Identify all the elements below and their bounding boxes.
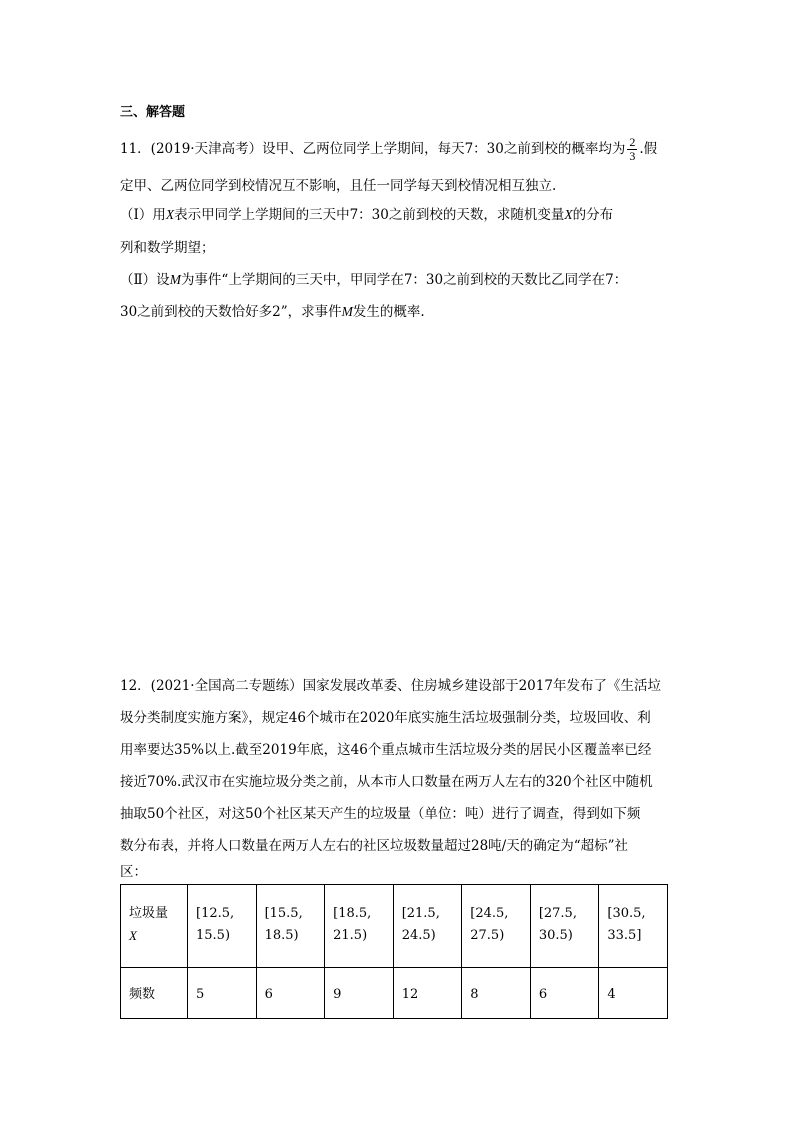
frequency-table bbox=[120, 884, 668, 1019]
probability-fraction bbox=[627, 136, 637, 163]
q11-text: （Ⅱ）设 bbox=[120, 272, 170, 288]
interval-end: 21.5) bbox=[333, 928, 368, 943]
q11-line-1 bbox=[120, 136, 657, 163]
q11-line-5 bbox=[120, 270, 627, 290]
variable-m: M bbox=[341, 304, 353, 319]
interval-end: 27.5) bbox=[470, 928, 505, 943]
q11-text: 发生的概率. bbox=[352, 304, 425, 320]
interval-start: [18.5, bbox=[333, 906, 372, 921]
interval-end: 24.5) bbox=[401, 928, 436, 943]
interval-cell bbox=[188, 885, 257, 968]
interval-cell bbox=[530, 885, 599, 968]
q12-line: 抽取50个社区，对这50个社区某天产生的垃圾量（单位：吨）进行了调查，得到如下频 bbox=[120, 806, 641, 822]
interval-start: [30.5, bbox=[607, 906, 646, 921]
interval-start: [12.5, bbox=[196, 906, 235, 921]
q11-text: （Ⅰ）用 bbox=[120, 207, 166, 223]
frequency-label-cell: 频数 bbox=[121, 968, 188, 1019]
q12-line: 数分布表，并将人口数量在两万人左右的社区垃圾数量超过28吨/天的确定为“超标”社 bbox=[120, 838, 629, 854]
variable-x: X bbox=[165, 207, 175, 222]
interval-cell bbox=[393, 885, 462, 968]
interval-start: [21.5, bbox=[401, 906, 440, 921]
interval-cell bbox=[599, 885, 668, 968]
table-header-cell bbox=[121, 885, 188, 968]
q11-text: 表示甲同学上学期间的三天中7：30之前到校的天数，求随机变量 bbox=[174, 207, 565, 223]
q12-line: 用率要达35%以上.截至2019年底，这46个重点城市生活垃圾分类的居民小区覆盖率已经 bbox=[120, 742, 652, 758]
variable-m: M bbox=[169, 272, 181, 287]
interval-end: 18.5) bbox=[264, 928, 299, 943]
interval-cell bbox=[325, 885, 394, 968]
q11-line-6 bbox=[120, 302, 425, 322]
interval-end: 15.5) bbox=[196, 928, 231, 943]
interval-start: [24.5, bbox=[470, 906, 509, 921]
q11-text: 的分布 bbox=[572, 207, 614, 223]
garbage-amount-label: 垃圾量 bbox=[129, 906, 169, 921]
fraction-numerator: 2 bbox=[629, 135, 636, 149]
q12-line: 圾分类制度实施方案》，规定46个城市在2020年底实施生活垃圾强制分类，垃圾回收、利 bbox=[120, 710, 651, 726]
count-cell: 9 bbox=[325, 968, 394, 1019]
q11-text: 为事件“上学期间的三天中，甲同学在7：30之前到校的天数比乙同学在7： bbox=[180, 272, 628, 288]
count-cell: 12 bbox=[393, 968, 462, 1019]
variable-x: X bbox=[564, 207, 573, 222]
interval-cell bbox=[462, 885, 531, 968]
fraction-denominator: 3 bbox=[629, 149, 636, 163]
q11-line-3 bbox=[120, 205, 613, 225]
count-cell: 8 bbox=[462, 968, 531, 1019]
count-cell: 6 bbox=[256, 968, 325, 1019]
q11-text: 11．(2019·天津高考）设甲、乙两位同学上学期间，每天7：30之前到校的概率均为 bbox=[120, 141, 626, 157]
count-cell: 5 bbox=[188, 968, 257, 1019]
interval-end: 30.5) bbox=[538, 928, 573, 943]
variable-x: X bbox=[129, 928, 137, 943]
q11-text: 30之前到校的天数恰好多2”，求事件 bbox=[120, 304, 342, 320]
interval-start: [15.5, bbox=[264, 906, 303, 921]
table-row bbox=[121, 968, 668, 1019]
q12-line: 接近70%.武汉市在实施垃圾分类之前，从本市人口数量在两万人左右的320个社区中随机 bbox=[120, 774, 653, 790]
q11-text: .假 bbox=[639, 141, 658, 157]
q12-line: 12．(2021·全国高二专题练）国家发展改革委、住房城乡建设部于2017年发布了《生活垃 bbox=[120, 678, 661, 694]
count-cell: 4 bbox=[599, 968, 668, 1019]
interval-end: 33.5] bbox=[607, 928, 642, 943]
section-heading: 三、解答题 bbox=[120, 105, 186, 120]
q11-line-2: 定甲、乙两位同学到校情况互不影响，且任一同学每天到校情况相互独立. bbox=[120, 178, 557, 194]
count-cell: 6 bbox=[530, 968, 599, 1019]
q11-line-4: 列和数学期望； bbox=[120, 240, 215, 256]
interval-start: [27.5, bbox=[538, 906, 577, 921]
q12-line: 区： bbox=[120, 864, 147, 880]
table-row bbox=[121, 885, 668, 968]
interval-cell bbox=[256, 885, 325, 968]
